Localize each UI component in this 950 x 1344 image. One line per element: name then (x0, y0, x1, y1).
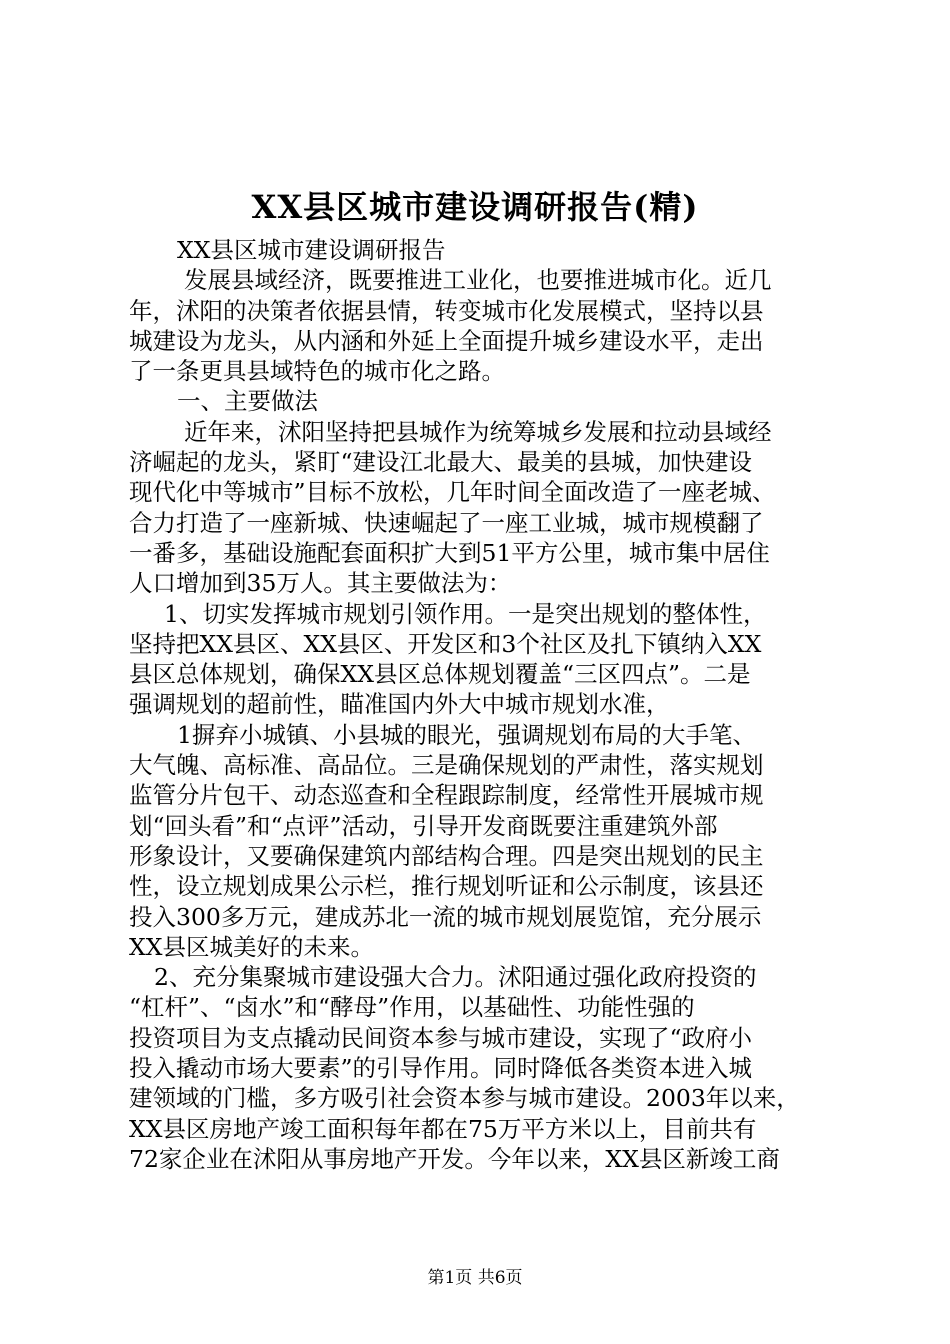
paragraph-line: 人口增加到35万人。其主要做法为： (129, 569, 512, 598)
paragraph-line: 72家企业在沭阳从事房地产开发。今年以来，XX县区新竣工商 (129, 1144, 780, 1173)
document-title: XX县区城市建设调研报告(精) (251, 188, 699, 226)
paragraph-line: 现代化中等城市”目标不放松，几年时间全面改造了一座老城、 (129, 478, 776, 507)
paragraph-line: “杠杆”、“卤水”和“酵母”作用，以基础性、功能性强的 (129, 993, 695, 1022)
paragraph-line: 1摒弃小城镇、小县城的眼光，强调规划布局的大手笔、 (177, 720, 756, 749)
paragraph-line: 坚持把XX县区、XX县区、开发区和3个社区及扎下镇纳入XX (129, 629, 762, 658)
section-heading: 一、主要做法 (177, 387, 318, 416)
paragraph-line: 形象设计，又要确保建筑内部结构合理。四是突出规划的民主 (129, 841, 764, 870)
paragraph-line: 一番多，基础设施配套面积扩大到51平方公里，城市集中居住 (129, 538, 770, 567)
paragraph-line: 投入撬动市场大要素”的引导作用。同时降低各类资本进入城 (129, 1054, 753, 1083)
paragraph-line: 合力打造了一座新城、快速崛起了一座工业城，城市规模翻了 (129, 508, 764, 537)
document-body (129, 235, 833, 1174)
paragraph-line: 大气魄、高标准、高品位。三是确保规划的严肃性，落实规划 (129, 751, 764, 780)
paragraph-line: XX县区房地产竣工面积每年都在75万平方米以上，目前共有 (129, 1114, 757, 1143)
paragraph-line: 县区总体规划，确保XX县区总体规划覆盖“三区四点”。二是 (129, 660, 751, 689)
paragraph-line: 投入300多万元，建成苏北一流的城市规划展览馆，充分展示 (129, 902, 762, 931)
paragraph-line: 城建设为龙头，从内涵和外延上全面提升城乡建设水平，走出 (129, 326, 764, 355)
paragraph-line: 监管分片包干、动态巡查和全程跟踪制度，经常性开展城市规 (129, 781, 764, 810)
paragraph-line: 划“回头看”和“点评”活动，引导开发商既要注重建筑外部 (129, 811, 718, 840)
paragraph-line: 1、切实发挥城市规划引领作用。一是突出规划的整体性， (164, 599, 767, 628)
paragraph-line: 投资项目为支点撬动民间资本参与城市建设，实现了“政府小 (129, 1023, 753, 1052)
paragraph-line: 济崛起的龙头，紧盯“建设江北最大、最美的县城，加快建设 (129, 448, 753, 477)
paragraph-line: 发展县域经济，既要推进工业化，也要推进城市化。近几 (184, 266, 772, 295)
paragraph-line: 近年来，沭阳坚持把县城作为统筹城乡发展和拉动县域经 (184, 417, 772, 446)
paragraph-line: 2、充分集聚城市建设强大合力。沭阳通过强化政府投资的 (154, 963, 757, 992)
paragraph-line: 年，沭阳的决策者依据县情，转变城市化发展模式，坚持以县 (129, 296, 764, 325)
page-number-footer: 第1页 共6页 (427, 1268, 523, 1288)
paragraph-line: 了一条更具县域特色的城市化之路。 (129, 357, 505, 386)
paragraph-line: XX县区城美好的未来。 (129, 932, 374, 961)
paragraph-line: 强调规划的超前性，瞄准国内外大中城市规划水准， (129, 690, 670, 719)
paragraph-line: 建领域的门槛，多方吸引社会资本参与城市建设。2003年以来， (129, 1084, 800, 1113)
paragraph-line: 性，设立规划成果公示栏，推行规划听证和公示制度，该县还 (129, 872, 764, 901)
subtitle-line: XX县区城市建设调研报告 (177, 236, 446, 264)
